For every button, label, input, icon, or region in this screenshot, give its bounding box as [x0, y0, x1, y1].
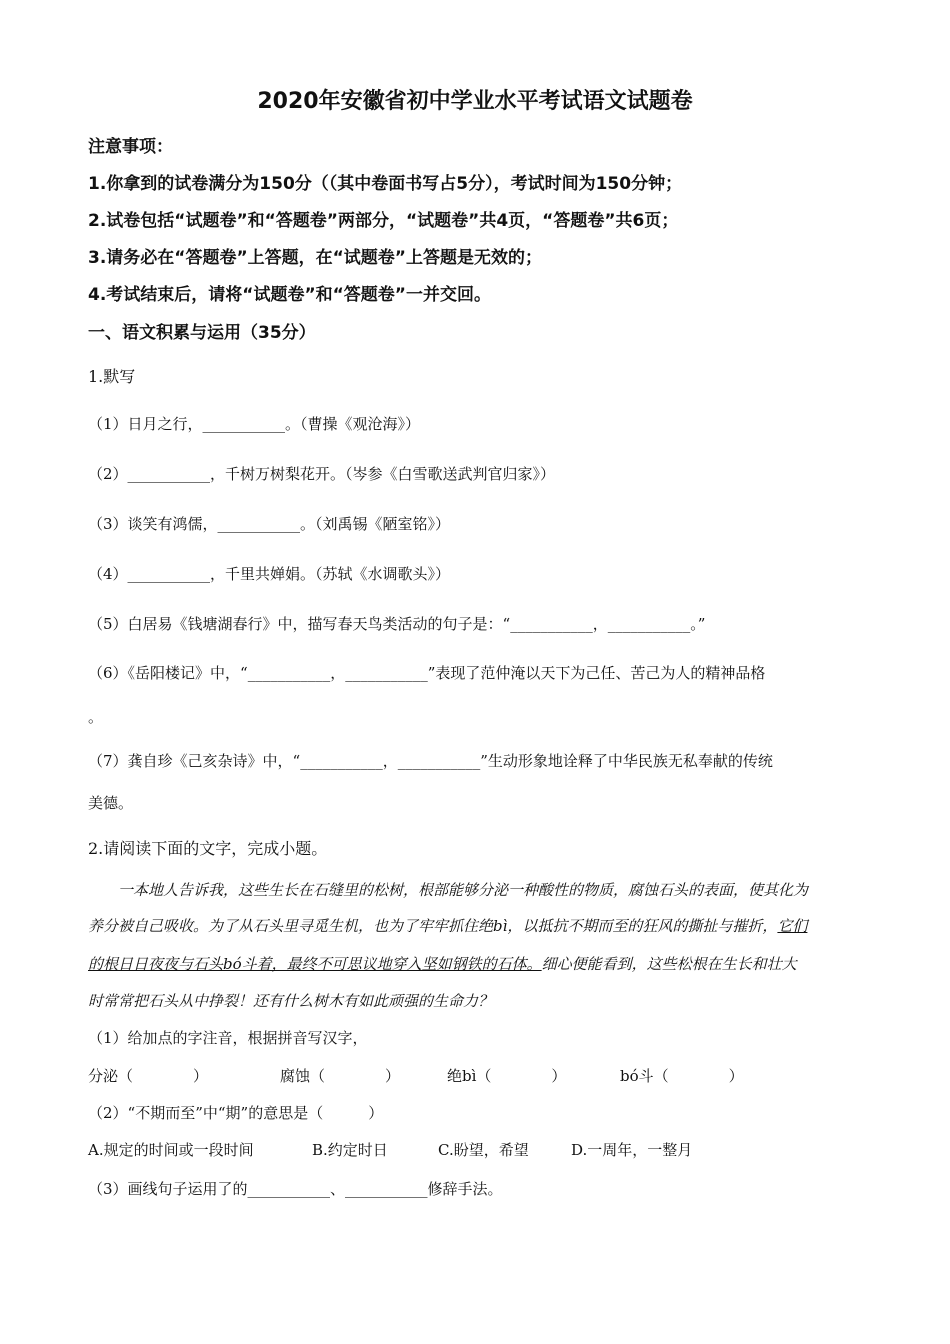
question-1-label: 1.默写: [88, 367, 136, 386]
question-1-item-6: （6）《岳阳楼记》中，“___________，___________”表现了范仲淹以天下为己任、苦己为人的精神品格: [88, 664, 766, 682]
pinyin-item-3: 绝bì（ ）: [447, 1067, 567, 1085]
notice-item-2: 2.试卷包括“试题卷”和“答题卷”两部分，“试题卷”共4页，“答题卷”共6页；: [88, 211, 679, 231]
pinyin-item-1: 分泌（ ）: [88, 1067, 209, 1085]
sub-question-1: （1）给加点的字注音，根据拼音写汉字，: [88, 1029, 368, 1047]
question-1-item-7: （7）龚自珍《己亥杂诗》中，“___________，___________”生动形象地诠释了中华民族无私奉献的传统: [88, 752, 773, 770]
notice-item-4: 4.考试结束后，请将“试题卷”和“答题卷”一并交回。: [88, 285, 491, 305]
question-1-item-7-cont: 美德。: [88, 794, 134, 812]
notice-item-3: 3.请务必在“答题卷”上答题，在“试题卷”上答题是无效的；: [88, 248, 542, 268]
passage-line-2: [88, 915, 807, 936]
notice-item-1: 1.你拿到的试卷满分为150分（（其中卷面书写占5分），考试时间为150分钟；: [88, 174, 683, 194]
option-d: D.一周年，一整月: [571, 1141, 693, 1159]
question-1-item-5: （5）白居易《钱塘湖春行》中，描写春天鸟类活动的句子是：“___________，___________。”: [88, 615, 706, 633]
option-a: A.规定的时间或一段时间: [88, 1141, 254, 1159]
question-1-item-2: （2）___________，千树万树梨花开。（岑参《白雪歌送武判官归家》）: [88, 465, 556, 483]
passage-line-3: [88, 953, 797, 974]
underlined-sentence-end: 的根日日夜夜与石头bó斗着，最终不可思议地穿入坚如钢铁的石体。: [88, 955, 542, 973]
sub-question-3: （3）画线句子运用了的___________、___________修辞手法。: [88, 1180, 503, 1198]
passage-line-1: 一本地人告诉我，这些生长在石缝里的松树，根部能够分泌一种酸性的物质，腐蚀石头的表面，使其化为: [118, 881, 809, 899]
question-1-item-3: （3）谈笑有鸿儒，___________。（刘禹锡《陋室铭》）: [88, 515, 451, 533]
passage-line-3-text: 细心便能看到，这些松根在生长和壮大: [541, 955, 797, 973]
question-1-item-4: （4）___________，千里共婵娟。（苏轼《水调歌头》）: [88, 565, 451, 583]
option-b: B.约定时日: [312, 1141, 388, 1159]
pinyin-item-2: 腐蚀（ ）: [280, 1067, 401, 1085]
pinyin-item-4: bó斗（ ）: [620, 1067, 744, 1085]
sub-question-2: （2）“不期而至”中“期”的意思是（ ）: [88, 1104, 384, 1122]
question-1-item-1: （1）日月之行，___________。（曹操《观沧海》）: [88, 415, 421, 433]
notice-heading: 注意事项：: [88, 137, 173, 157]
question-1-item-6-cont: 。: [88, 708, 104, 726]
section-heading: 一、语文积累与运用（35分）: [88, 323, 316, 343]
question-2-label: 2.请阅读下面的文字，完成小题。: [88, 839, 328, 858]
underlined-sentence-start: 它们: [777, 917, 808, 935]
passage-line-2-text: 养分被自己吸收。为了从石头里寻觅生机，也为了牢牢抓住绝bì，以抵抗不期而至的狂风的撕扯与摧折，: [88, 917, 778, 935]
page-title: 2020年安徽省初中学业水平考试语文试题卷: [257, 89, 693, 114]
option-c: C.盼望，希望: [438, 1141, 529, 1159]
passage-line-4: 时常常把石头从中挣裂！还有什么树木有如此顽强的生命力？: [88, 992, 494, 1010]
